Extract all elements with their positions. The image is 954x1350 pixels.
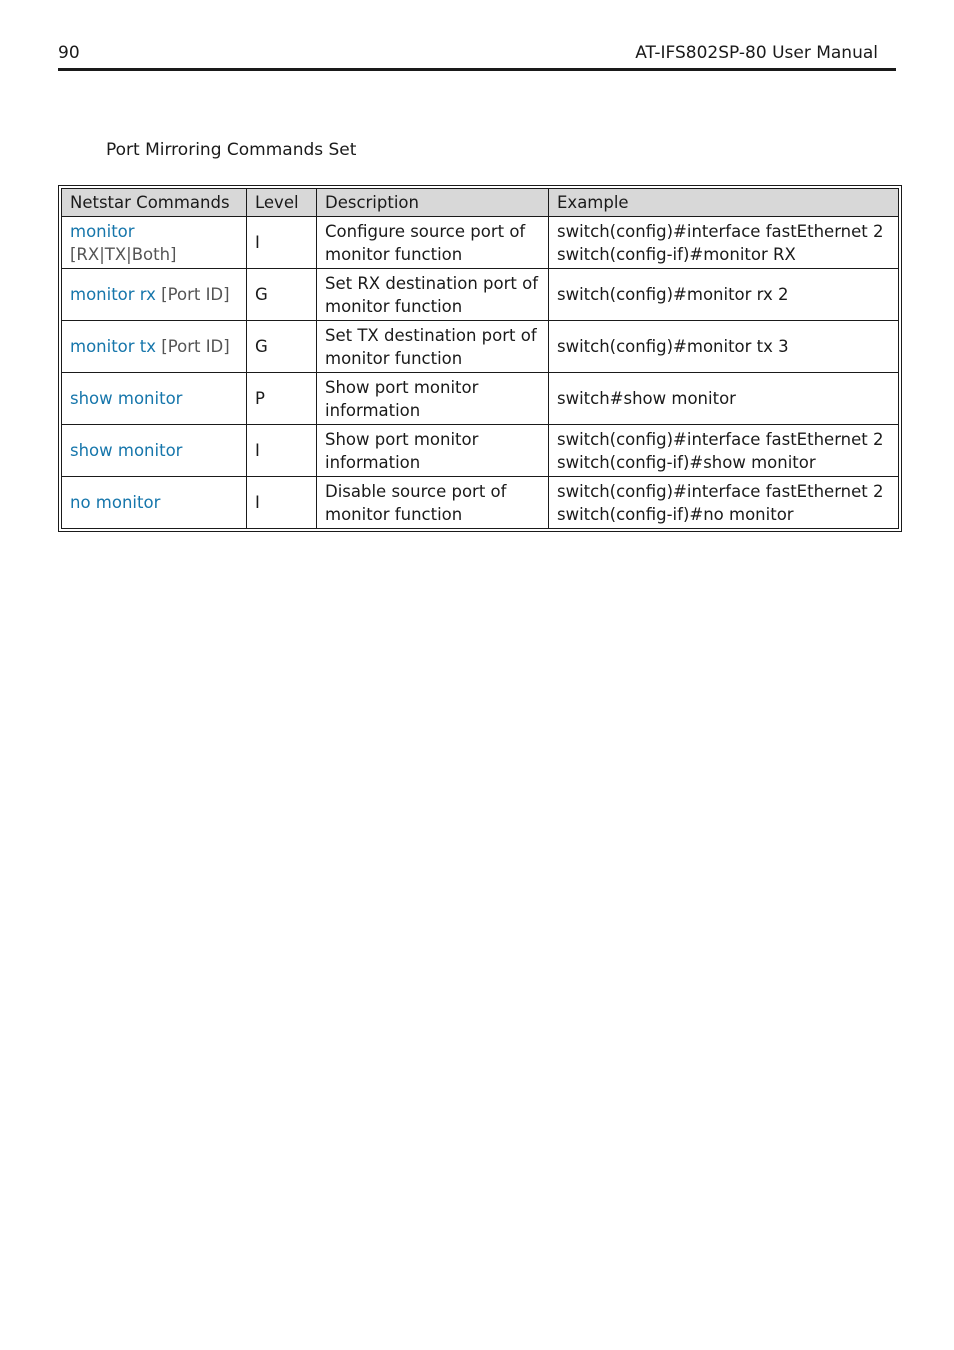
- example-line: switch(config-if)#monitor RX: [557, 244, 796, 264]
- table-row: [62, 477, 899, 529]
- example-cell: [549, 425, 899, 477]
- table-header-row: [62, 189, 899, 217]
- example-line: switch(config)#monitor rx 2: [557, 285, 789, 304]
- command-args: [RX|TX|Both]: [70, 244, 177, 264]
- example-line: switch(config)#monitor tx 3: [557, 337, 789, 356]
- level-cell: I: [247, 477, 317, 529]
- column-header-example: Example: [549, 189, 899, 217]
- column-header-description: Description: [317, 189, 549, 217]
- page-number: 90: [58, 43, 80, 63]
- example-line: switch(config-if)#no monitor: [557, 504, 794, 524]
- table-row: [62, 321, 899, 373]
- example-cell: [549, 217, 899, 269]
- description-cell: Configure source port of monitor function: [317, 217, 549, 269]
- example-cell: [549, 269, 899, 321]
- level-cell: I: [247, 217, 317, 269]
- level-cell: I: [247, 425, 317, 477]
- command-cell: [62, 269, 247, 321]
- command-cell: [62, 373, 247, 425]
- command-name: monitor tx: [70, 337, 157, 356]
- command-cell: [62, 321, 247, 373]
- table-row: [62, 217, 899, 269]
- section-title: Port Mirroring Commands Set: [106, 140, 357, 160]
- example-line: switch(config-if)#show monitor: [557, 452, 816, 472]
- page-header: [58, 40, 896, 71]
- example-line: switch(config)#interface fastEthernet 2: [557, 481, 884, 501]
- command-name: monitor: [70, 221, 135, 241]
- table-row: [62, 373, 899, 425]
- description-cell: Disable source port of monitor function: [317, 477, 549, 529]
- command-args: [Port ID]: [161, 337, 230, 356]
- command-cell: [62, 217, 247, 269]
- description-cell: Set TX destination port of monitor function: [317, 321, 549, 373]
- command-name: no monitor: [70, 493, 161, 512]
- level-cell: P: [247, 373, 317, 425]
- level-cell: G: [247, 321, 317, 373]
- example-cell: [549, 477, 899, 529]
- example-cell: [549, 373, 899, 425]
- table-row: [62, 425, 899, 477]
- example-line: switch(config)#interface fastEthernet 2: [557, 221, 884, 241]
- example-cell: [549, 321, 899, 373]
- command-name: show monitor: [70, 441, 183, 460]
- commands-table-frame: [58, 185, 902, 532]
- column-header-level: Level: [247, 189, 317, 217]
- command-name: monitor rx: [70, 285, 156, 304]
- document-title: AT-IFS802SP-80 User Manual: [635, 43, 878, 63]
- command-name: show monitor: [70, 389, 183, 408]
- description-cell: Show port monitor information: [317, 373, 549, 425]
- command-cell: [62, 425, 247, 477]
- level-cell: G: [247, 269, 317, 321]
- column-header-commands: Netstar Commands: [62, 189, 247, 217]
- description-cell: Show port monitor information: [317, 425, 549, 477]
- example-line: switch#show monitor: [557, 389, 736, 408]
- example-line: switch(config)#interface fastEthernet 2: [557, 429, 884, 449]
- port-mirroring-commands-table: [61, 188, 899, 529]
- command-cell: [62, 477, 247, 529]
- description-cell: Set RX destination port of monitor function: [317, 269, 549, 321]
- command-args: [Port ID]: [161, 285, 230, 304]
- table-row: [62, 269, 899, 321]
